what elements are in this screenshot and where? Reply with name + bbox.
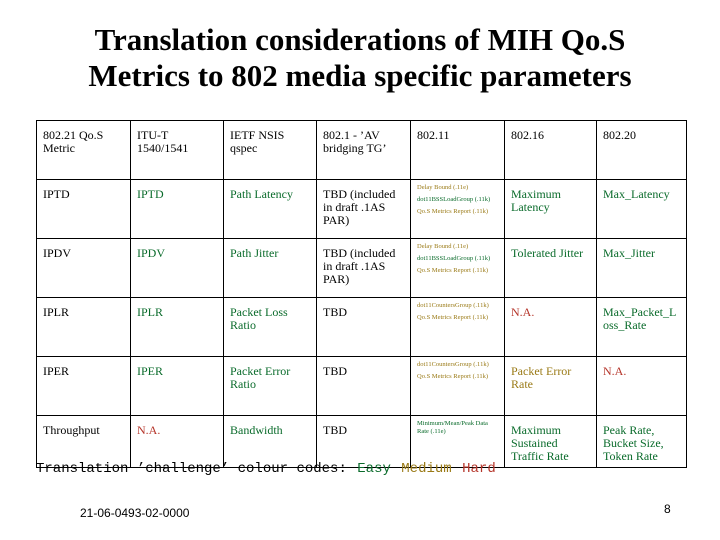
bridging-cell: TBD	[317, 416, 411, 468]
wifi-item: Minimum/Mean/Peak Data Rate (.11e)	[417, 420, 488, 435]
legend-hard: Hard	[462, 461, 496, 477]
table-row	[37, 180, 687, 239]
wifi-cell	[411, 416, 505, 468]
mbwa-cell: Max_Latency	[597, 180, 687, 239]
ietf-cell: Path Jitter	[224, 239, 317, 298]
table-row	[37, 298, 687, 357]
wifi-cell	[411, 298, 505, 357]
wifi-item: Qo.S Metrics Report (.11k)	[417, 373, 489, 380]
header-cell: 802.20	[597, 121, 687, 180]
wifi-cell	[411, 180, 505, 239]
wimax-cell: Tolerated Jitter	[505, 239, 597, 298]
wifi-cell	[411, 239, 505, 298]
bridging-cell: TBD	[317, 357, 411, 416]
wifi-item: Qo.S Metrics Report (.11k)	[417, 314, 489, 321]
qos-translation-table	[36, 120, 687, 468]
wifi-item: Qo.S Metrics Report (.11k)	[417, 267, 489, 274]
mbwa-cell: Max_Jitter	[597, 239, 687, 298]
table-row	[37, 357, 687, 416]
title-line-1: Translation considerations of MIH Qo.S	[94, 22, 626, 57]
wimax-cell: Maximum Latency	[505, 180, 597, 239]
itu-cell: IPER	[131, 357, 224, 416]
itu-cell: IPDV	[131, 239, 224, 298]
table-header-row	[37, 121, 687, 180]
table-row	[37, 416, 687, 468]
header-cell: IETF NSIS qspec	[224, 121, 317, 180]
legend-easy: Easy	[357, 461, 391, 477]
wimax-cell: N.A.	[505, 298, 597, 357]
ietf-cell: Packet Error Ratio	[224, 357, 317, 416]
colour-code-legend	[36, 461, 498, 477]
wifi-item: Delay Bound (.11e)	[417, 243, 469, 250]
metric-cell: IPER	[37, 357, 131, 416]
wimax-cell: Maximum Sustained Traffic Rate	[505, 416, 597, 468]
bridging-cell: TBD (included in draft .1AS PAR)	[317, 180, 411, 239]
table-row	[37, 239, 687, 298]
mbwa-cell: N.A.	[597, 357, 687, 416]
ietf-cell: Packet Loss Ratio	[224, 298, 317, 357]
itu-cell: IPTD	[131, 180, 224, 239]
wifi-item: dot11CountersGroup (.11k)	[417, 302, 489, 309]
wifi-item: dot11CountersGroup (.11k)	[417, 361, 489, 368]
wifi-cell	[411, 357, 505, 416]
metric-cell: IPLR	[37, 298, 131, 357]
bridging-cell: TBD	[317, 298, 411, 357]
wifi-item: dot11BSSLoadGroup (.11k)	[417, 196, 491, 203]
mbwa-cell: Max_Packet_L oss_Rate	[597, 298, 687, 357]
ietf-cell: Path Latency	[224, 180, 317, 239]
metric-cell: IPDV	[37, 239, 131, 298]
mbwa-cell: Peak Rate, Bucket Size, Token Rate	[597, 416, 687, 468]
metric-cell: IPTD	[37, 180, 131, 239]
ietf-cell: Bandwidth	[224, 416, 317, 468]
itu-cell: N.A.	[131, 416, 224, 468]
page-number: 8	[664, 502, 671, 516]
header-cell: 802.21 Qo.S Metric	[37, 121, 131, 180]
legend-prefix: Translation ’challenge’ colour codes:	[36, 461, 347, 477]
header-cell: ITU-T 1540/1541	[131, 121, 224, 180]
wimax-cell: Packet Error Rate	[505, 357, 597, 416]
header-cell: 802.1 - ’AV bridging TG’	[317, 121, 411, 180]
document-id: 21-06-0493-02-0000	[80, 506, 190, 520]
itu-cell: IPLR	[131, 298, 224, 357]
metric-cell: Throughput	[37, 416, 131, 468]
wifi-item: Delay Bound (.11e)	[417, 184, 469, 191]
slide-title	[0, 22, 720, 94]
wifi-item: Qo.S Metrics Report (.11k)	[417, 208, 489, 215]
bridging-cell: TBD (included in draft .1AS PAR)	[317, 239, 411, 298]
title-line-2: Metrics to 802 media specific parameters	[88, 58, 632, 93]
header-cell: 802.11	[411, 121, 505, 180]
header-cell: 802.16	[505, 121, 597, 180]
legend-medium: Medium	[401, 461, 452, 477]
wifi-item: dot11BSSLoadGroup (.11k)	[417, 255, 491, 262]
